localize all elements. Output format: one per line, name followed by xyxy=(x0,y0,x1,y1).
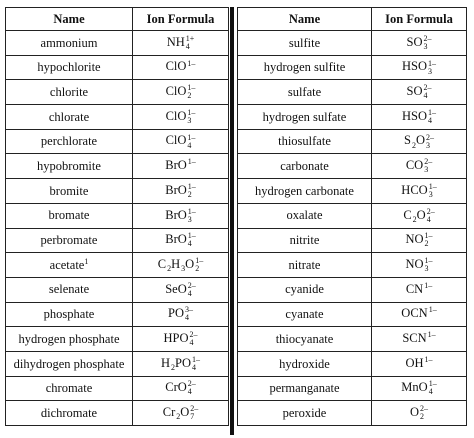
ion-formula xyxy=(133,351,229,376)
ion-name-text: thiocyanate xyxy=(275,331,334,346)
ion-name-text: bromate xyxy=(48,208,90,223)
ion-formula-text: Cr 2 O 2– 7 xyxy=(162,404,199,422)
ion-formula-text: H 2 PO 1– 4 xyxy=(160,354,200,372)
ion-name-text: sulfite xyxy=(288,35,321,50)
ion-name xyxy=(238,327,372,352)
table-row xyxy=(238,351,467,376)
ion-formula xyxy=(372,253,467,278)
ion-name-text: thiosulfate xyxy=(278,134,331,149)
ion-name-text: dichromate xyxy=(40,405,98,420)
ion-name xyxy=(6,203,133,228)
ion-formula xyxy=(372,327,467,352)
ion-formula-text: BrO 1– 4 xyxy=(165,231,196,249)
ion-name xyxy=(6,401,133,426)
ion-formula-text: NO 1– 2 xyxy=(405,231,433,249)
ion-name-text: perbromate xyxy=(40,233,98,248)
ion-formula xyxy=(372,154,467,179)
ion-formula-text: NH 1+ 4 xyxy=(166,33,195,51)
ion-name-text: dihydrogen phosphate xyxy=(13,356,125,371)
ion-name-text: hydrogen sulfate xyxy=(262,109,347,124)
ion-name xyxy=(238,228,372,253)
table-row xyxy=(238,327,467,352)
ion-name xyxy=(238,80,372,105)
table-row xyxy=(238,179,467,204)
ion-formula-text: HSO 1– 3 xyxy=(401,58,436,76)
ion-formula xyxy=(133,376,229,401)
table-row xyxy=(238,253,467,278)
table-row xyxy=(6,401,229,426)
ion-table-left xyxy=(5,7,229,426)
table-row xyxy=(6,55,229,80)
ion-name-text: selenate xyxy=(48,282,90,297)
ion-formula xyxy=(133,31,229,56)
ion-name-text: perchlorate xyxy=(40,134,98,149)
ion-name-text: cyanide xyxy=(285,282,324,297)
table-row xyxy=(6,105,229,130)
ion-name-text: oxalate xyxy=(286,208,323,223)
ion-name xyxy=(6,376,133,401)
ion-formula xyxy=(372,80,467,105)
ion-name-text: permanganate xyxy=(269,381,340,396)
table-row xyxy=(238,302,467,327)
ion-name-text: sulfate xyxy=(287,84,322,99)
ion-name xyxy=(6,277,133,302)
ion-name-text: carbonate xyxy=(280,159,329,174)
ion-formula xyxy=(133,277,229,302)
ion-formula xyxy=(133,80,229,105)
ion-name-text: chlorite xyxy=(49,84,89,99)
ion-name xyxy=(238,129,372,154)
ion-formula xyxy=(133,401,229,426)
ion-formula xyxy=(133,55,229,80)
ion-name xyxy=(6,327,133,352)
ion-table-right xyxy=(237,7,467,426)
table-row xyxy=(6,327,229,352)
ion-name xyxy=(238,277,372,302)
ion-formula-text: HCO 1– 3 xyxy=(401,181,437,199)
table-row xyxy=(6,31,229,56)
ion-formula-text: BrO 1– 2 xyxy=(165,181,196,199)
ion-name-text: nitrite xyxy=(289,233,320,248)
ion-name xyxy=(238,105,372,130)
ion-formula xyxy=(133,327,229,352)
ion-formula xyxy=(372,376,467,401)
ion-formula xyxy=(372,277,467,302)
ion-formula xyxy=(372,129,467,154)
ion-tables xyxy=(5,7,469,435)
ion-name xyxy=(6,80,133,105)
table-row xyxy=(238,203,467,228)
table-row xyxy=(238,228,467,253)
table-row xyxy=(6,129,229,154)
ion-name-text: acetate xyxy=(49,258,85,273)
table-row xyxy=(238,401,467,426)
ion-formula-text: ClO 1– 4 xyxy=(165,132,196,150)
table-row xyxy=(238,376,467,401)
table-row xyxy=(6,154,229,179)
ion-formula-text: S 2 O 2– 3 xyxy=(404,132,434,150)
ion-formula-text: CrO 2– 4 xyxy=(165,379,196,397)
table-row xyxy=(238,154,467,179)
ion-name-text: nitrate xyxy=(288,257,321,272)
ion-formula-text: C 2 O 2– 4 xyxy=(403,206,435,224)
ion-formula xyxy=(372,228,467,253)
ion-name xyxy=(6,31,133,56)
ion-formula xyxy=(372,203,467,228)
ion-name-text: phosphate xyxy=(43,307,95,322)
ion-formula-text: ClO 1– 3 xyxy=(165,107,196,125)
ion-name xyxy=(6,253,133,278)
ion-name xyxy=(6,55,133,80)
table-row xyxy=(6,376,229,401)
ion-name xyxy=(238,376,372,401)
ion-name xyxy=(238,401,372,426)
ion-name-text: chlorate xyxy=(48,109,90,124)
ion-formula xyxy=(133,253,229,278)
ion-name xyxy=(238,302,372,327)
ion-name-text: hydroxide xyxy=(279,356,330,371)
ion-formula-text: ClO 1– xyxy=(165,58,196,74)
ion-formula-text: PO 3– 4 xyxy=(168,305,193,323)
ion-name-text: cyanate xyxy=(285,307,324,322)
column-header-name: Name xyxy=(238,8,372,31)
table-row xyxy=(238,129,467,154)
ion-formula xyxy=(133,228,229,253)
ion-name xyxy=(238,31,372,56)
table-row xyxy=(6,80,229,105)
column-header-formula: Ion Formula xyxy=(372,8,467,31)
ion-name xyxy=(238,154,372,179)
header-row xyxy=(6,8,229,31)
ion-name-text: hydrogen sulfite xyxy=(263,60,346,75)
ion-formula-text: SO 2– 4 xyxy=(406,83,432,101)
ion-formula-text: BrO 1– xyxy=(165,157,196,173)
table-row xyxy=(6,203,229,228)
ion-name xyxy=(6,154,133,179)
header-row xyxy=(238,8,467,31)
ion-name xyxy=(238,253,372,278)
ion-name xyxy=(238,179,372,204)
ion-name xyxy=(238,55,372,80)
table-row xyxy=(6,302,229,327)
ion-name-text: ammonium xyxy=(40,35,98,50)
double-divider xyxy=(230,7,234,435)
column-header-name: Name xyxy=(6,8,133,31)
ion-name-text: hypochlorite xyxy=(37,60,101,75)
ion-name xyxy=(6,351,133,376)
table-row xyxy=(6,277,229,302)
ion-formula-text: HSO 1– 4 xyxy=(401,107,436,125)
table-row xyxy=(6,228,229,253)
ion-formula-text: O 2– 2 xyxy=(409,404,429,422)
ion-formula-text: OCN 1– xyxy=(401,305,437,321)
ion-formula-text: SCN 1– xyxy=(402,330,436,345)
ion-formula-text: ClO 1– 2 xyxy=(165,83,196,101)
ion-name-text: chromate xyxy=(45,381,93,396)
ion-name xyxy=(6,105,133,130)
ion-formula-text: SeO 2– 4 xyxy=(165,280,196,298)
table-row xyxy=(238,31,467,56)
table-row xyxy=(238,277,467,302)
ion-name xyxy=(6,129,133,154)
ion-formula-text: BrO 1– 3 xyxy=(165,206,196,224)
ion-name xyxy=(6,179,133,204)
ion-formula xyxy=(133,154,229,179)
column-header-formula: Ion Formula xyxy=(133,8,229,31)
table-row xyxy=(6,253,229,278)
ion-formula xyxy=(133,105,229,130)
ion-name xyxy=(238,203,372,228)
ion-formula-text: MnO 1– 4 xyxy=(401,379,437,397)
ion-name xyxy=(6,228,133,253)
footnote-marker: 1 xyxy=(84,257,89,267)
ion-formula-text: OH 1– xyxy=(405,354,433,370)
ion-name xyxy=(238,351,372,376)
ion-formula-text: CN 1– xyxy=(405,280,433,296)
ion-name-text: hydrogen carbonate xyxy=(255,183,354,198)
ion-formula-text: HPO 2– 4 xyxy=(163,330,198,348)
ion-formula xyxy=(133,302,229,327)
ion-name-text: bromite xyxy=(49,183,89,198)
ion-formula xyxy=(372,302,467,327)
ion-formula xyxy=(372,179,467,204)
ion-formula-text: CO 2– 3 xyxy=(405,157,433,175)
ion-formula xyxy=(133,129,229,154)
ion-formula-text: SO 2– 3 xyxy=(406,33,432,51)
ion-formula xyxy=(372,351,467,376)
ion-name xyxy=(6,302,133,327)
ion-formula xyxy=(372,105,467,130)
table-row xyxy=(238,80,467,105)
table-row xyxy=(238,55,467,80)
ion-formula xyxy=(372,401,467,426)
ion-name-text: peroxide xyxy=(282,405,327,420)
ion-formula xyxy=(372,55,467,80)
ion-formula xyxy=(133,179,229,204)
ion-name-text: hypobromite xyxy=(37,159,101,174)
ion-formula xyxy=(133,203,229,228)
table-row xyxy=(6,351,229,376)
table-row xyxy=(238,105,467,130)
ion-formula-text: NO 1– 3 xyxy=(405,256,433,274)
ion-formula-text: C 2 H 3 O 1– 2 xyxy=(157,256,204,274)
ion-formula xyxy=(372,31,467,56)
table-row xyxy=(6,179,229,204)
ion-name-text: hydrogen phosphate xyxy=(18,331,120,346)
